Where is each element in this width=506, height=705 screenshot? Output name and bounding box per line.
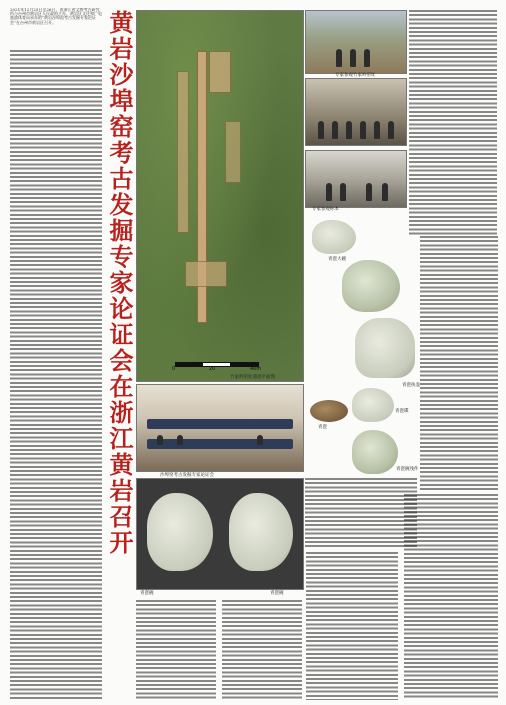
celadon-dish-image — [342, 260, 400, 312]
site-visit-caption: 专家参观竹家岭窑址 — [335, 73, 376, 78]
scale-label-mid: 20 — [209, 366, 216, 372]
aerial-caption: 竹家岭窑址遗迹平面图 — [230, 375, 275, 380]
specimen-caption: 专家参观标本 — [312, 207, 339, 212]
scale-label-end: 40m — [250, 366, 262, 372]
celadon-plate-image — [352, 388, 394, 422]
celadon-bowls-photo — [136, 478, 304, 590]
bowl1-caption: 青瓷大碗 — [328, 257, 346, 262]
conference-photo — [136, 384, 304, 472]
ewer-caption: 青瓷执壶 — [402, 383, 420, 388]
article-column-bottom-3 — [306, 552, 398, 700]
celadon-fragment-image — [352, 430, 398, 474]
bowl4-caption: 青瓷碗残件 — [396, 467, 419, 472]
sherd-left-caption: 青瓷碗 — [140, 591, 154, 596]
conference-caption: 沙埠窑考古发掘专家论证会 — [160, 473, 214, 478]
site-visit-photo — [305, 10, 407, 74]
article-column-center — [305, 478, 417, 548]
bowl2-caption: 青瓷 — [318, 425, 327, 430]
article-column-bottom-2 — [222, 600, 302, 700]
article-column-bottom-4 — [404, 494, 498, 700]
dark-bowl-image — [310, 400, 348, 422]
aerial-site-photo — [136, 10, 304, 382]
article-lede: 2021年12月25日至26日，由浙江省文物考古研究所与台州市黄岩区人民政府主办，黄岩区文化和广电旅游体育局承办的“黄岩沙埠窑考古发掘专家论证会”在台州市黄岩区召开。 — [10, 8, 102, 25]
scale-label-zero: 0 — [172, 366, 176, 372]
article-column-bottom-1 — [136, 600, 216, 700]
celadon-bowl-image — [312, 220, 356, 254]
specimen-viewing-photo — [305, 150, 407, 208]
experts-group-photo — [305, 78, 407, 146]
bowl3-caption: 青瓷碟 — [395, 409, 409, 414]
sherd-right-caption: 青瓷碗 — [270, 591, 284, 596]
article-column-right-mid — [420, 236, 498, 491]
headline: 黄岩沙埠窑考古发掘专家论证会在浙江黄岩召开 — [105, 10, 134, 556]
article-column-right-top — [409, 10, 497, 235]
scale-bar — [175, 362, 259, 367]
celadon-ewer-image — [355, 318, 415, 378]
article-column-left — [10, 8, 102, 700]
